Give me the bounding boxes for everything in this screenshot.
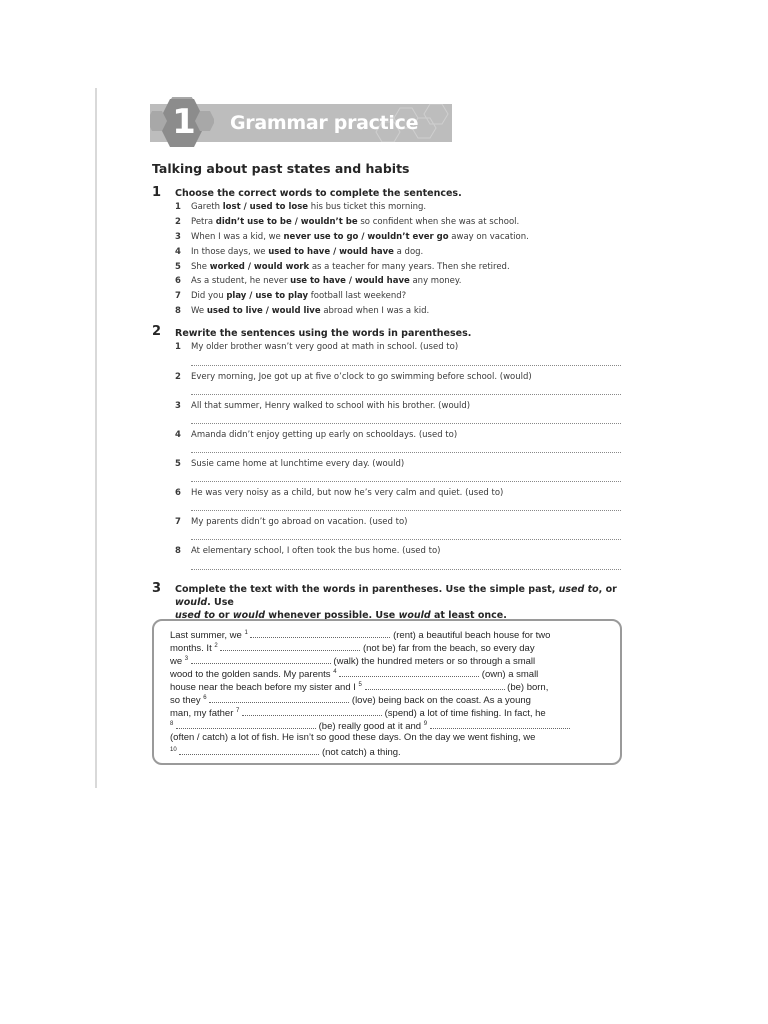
item-number: 4 — [175, 430, 181, 440]
item-number: 8 — [175, 306, 181, 316]
text-segment: (not be) far from the beach, so every day — [360, 643, 535, 654]
answer-line[interactable] — [191, 365, 621, 366]
ex1-item — [175, 247, 423, 257]
item-text: My parents didn’t go abroad on vacation. (used to) — [191, 517, 408, 527]
gap-blank[interactable] — [176, 719, 316, 729]
exercise-1-number: 1 — [152, 185, 162, 200]
text-line — [170, 745, 401, 758]
gap-number: 4 — [333, 668, 337, 675]
ex1-item — [175, 276, 461, 286]
item-text: Petra — [191, 217, 216, 227]
item-text: Susie came home at lunchtime every day. (would) — [191, 459, 405, 469]
answer-line[interactable] — [191, 569, 621, 570]
answer-line[interactable] — [191, 481, 621, 482]
instr-text: at least once. — [430, 610, 507, 621]
text-line — [170, 641, 535, 654]
gap-number: 8 — [170, 720, 174, 727]
ex1-item — [175, 217, 519, 227]
item-text: Amanda didn’t enjoy getting up early on schooldays. (used to) — [191, 430, 458, 440]
answer-line[interactable] — [191, 423, 621, 424]
text-segment: wood to the golden sands. My parents — [170, 669, 334, 680]
exercise-3-number: 3 — [152, 581, 162, 596]
instr-text: , or — [598, 584, 617, 595]
ex1-item — [175, 306, 429, 316]
ex2-item — [175, 401, 470, 411]
gap-blank[interactable] — [220, 641, 360, 651]
text-segment: man, my father — [170, 708, 236, 719]
text-line — [170, 693, 531, 706]
unit-title: Grammar practice — [230, 112, 419, 134]
answer-line[interactable] — [191, 394, 621, 395]
text-segment: house near the beach before my sister and I — [170, 682, 359, 693]
instr-text: or — [215, 610, 233, 621]
gap-blank[interactable] — [209, 693, 349, 703]
answer-line[interactable] — [191, 510, 621, 511]
gap-blank[interactable] — [191, 654, 331, 664]
ex2-item — [175, 372, 532, 382]
gap-number: 10 — [170, 746, 177, 753]
item-text: When I was a kid, we — [191, 232, 284, 242]
text-segment: (own) a small — [479, 669, 539, 680]
text-segment: Last summer, we — [170, 630, 245, 641]
answer-line[interactable] — [191, 452, 621, 453]
unit-number: 1 — [172, 102, 196, 142]
text-segment: (love) being back on the coast. As a young — [349, 695, 531, 706]
gap-number: 1 — [244, 629, 248, 636]
text-segment: (walk) the hundred meters or so through a small — [330, 656, 536, 667]
instr-text: Complete the text with the words in parentheses. Use the simple past, — [175, 584, 559, 595]
item-text: He was very noisy as a child, but now he’s very calm and quiet. (used to) — [191, 488, 504, 498]
gap-number: 3 — [184, 655, 189, 662]
item-options[interactable]: didn’t use to be / wouldn’t be — [215, 217, 358, 227]
gap-number: 5 — [358, 681, 362, 688]
item-number: 5 — [175, 262, 181, 272]
item-text: As a student, he never — [191, 276, 291, 286]
text-segment: (be) born, — [504, 682, 549, 693]
text-line — [170, 628, 550, 641]
gap-blank[interactable] — [250, 628, 390, 638]
instr-text: would — [232, 610, 265, 621]
section-heading: Talking about past states and habits — [152, 161, 410, 176]
item-number: 1 — [175, 342, 181, 352]
item-options[interactable]: worked / would work — [209, 262, 310, 272]
item-number: 3 — [175, 401, 181, 411]
item-text: away on vacation. — [448, 232, 529, 242]
ex2-item — [175, 546, 440, 556]
item-text: My older brother wasn’t very good at math in school. (used to) — [191, 342, 459, 352]
gap-number: 9 — [423, 720, 428, 727]
item-text: Gareth — [191, 202, 223, 212]
gap-blank[interactable] — [242, 706, 382, 716]
item-number: 1 — [175, 202, 181, 212]
item-number: 8 — [175, 546, 181, 556]
exercise-2-instruction: Rewrite the sentences using the words in parentheses. — [175, 328, 472, 339]
instr-text: . Use — [207, 597, 234, 608]
item-text: In those days, we — [191, 247, 269, 257]
gap-blank[interactable] — [365, 680, 505, 690]
gap-number: 7 — [236, 707, 240, 714]
ex2-item — [175, 430, 457, 440]
item-options[interactable]: lost / used to lose — [222, 202, 309, 212]
item-number: 5 — [175, 459, 181, 469]
item-number: 6 — [175, 276, 181, 286]
exercise-2-number: 2 — [152, 324, 162, 339]
item-text: so confident when she was at school. — [357, 217, 520, 227]
ex2-item — [175, 342, 458, 352]
item-text: abroad when I was a kid. — [320, 306, 430, 316]
text-line — [170, 654, 535, 667]
item-text: as a teacher for many years. Then she retired. — [309, 262, 510, 272]
instr-text: whenever possible. Use — [265, 610, 399, 621]
text-line — [170, 732, 535, 743]
item-number: 2 — [175, 372, 181, 382]
exercise-3-instruction — [175, 583, 625, 622]
item-options[interactable]: never use to go / wouldn’t ever go — [283, 232, 449, 242]
item-text: any money. — [409, 276, 462, 286]
item-text: a dog. — [393, 247, 424, 257]
item-text: football last weekend? — [308, 291, 407, 301]
item-text: At elementary school, I often took the bus home. (used to) — [191, 546, 441, 556]
exercise-1-instruction: Choose the correct words to complete the sentences. — [175, 188, 462, 199]
instr-text: used to — [558, 584, 599, 595]
item-text: Every morning, Joe got up at five o’clock to go swimming before school. (would) — [191, 372, 532, 382]
item-options[interactable]: used to have / would have — [268, 247, 394, 257]
item-options[interactable]: used to live / would live — [206, 306, 321, 316]
ex1-item — [175, 232, 529, 242]
instr-text: would — [175, 597, 208, 608]
gap-number: 6 — [203, 694, 207, 701]
text-line — [170, 719, 570, 732]
item-text: She — [191, 262, 210, 272]
text-segment: (not catch) a thing. — [319, 747, 401, 758]
ex2-item — [175, 459, 404, 469]
answer-line[interactable] — [191, 539, 621, 540]
text-segment: months. It — [170, 643, 215, 654]
ex1-item — [175, 262, 510, 272]
instr-text: would — [398, 610, 431, 621]
item-options[interactable]: use to have / would have — [290, 276, 410, 286]
page-margin-line — [95, 88, 97, 788]
text-segment: (rent) a beautiful beach house for two — [390, 630, 551, 641]
ex1-item — [175, 202, 426, 212]
ex1-item — [175, 291, 406, 301]
item-number: 4 — [175, 247, 181, 257]
text-segment: so they — [170, 695, 204, 706]
item-number: 3 — [175, 232, 181, 242]
item-number: 7 — [175, 517, 181, 527]
text-line — [170, 706, 546, 719]
text-segment: we — [170, 656, 185, 667]
gap-blank[interactable] — [339, 667, 479, 677]
text-segment: (be) really good at it and — [315, 721, 424, 732]
text-segment: (spend) a lot of time fishing. In fact, he — [381, 708, 546, 719]
gap-blank[interactable] — [430, 719, 570, 729]
item-text: his bus ticket this morning. — [308, 202, 427, 212]
item-text: Did you — [191, 291, 227, 301]
ex2-item — [175, 517, 407, 527]
instr-text: used to — [175, 610, 216, 621]
gap-number: 2 — [214, 642, 218, 649]
item-options[interactable]: play / use to play — [226, 291, 309, 301]
item-number: 7 — [175, 291, 181, 301]
text-segment: (often / catch) a lot of fish. He isn’t so good these days. On the day we went fishing, we — [170, 732, 536, 743]
text-line — [170, 667, 538, 680]
text-line — [170, 680, 548, 693]
item-text: All that summer, Henry walked to school with his brother. (would) — [191, 401, 471, 411]
item-number: 2 — [175, 217, 181, 227]
ex2-item — [175, 488, 503, 498]
gap-blank[interactable] — [179, 745, 319, 755]
item-text: We — [191, 306, 207, 316]
item-number: 6 — [175, 488, 181, 498]
